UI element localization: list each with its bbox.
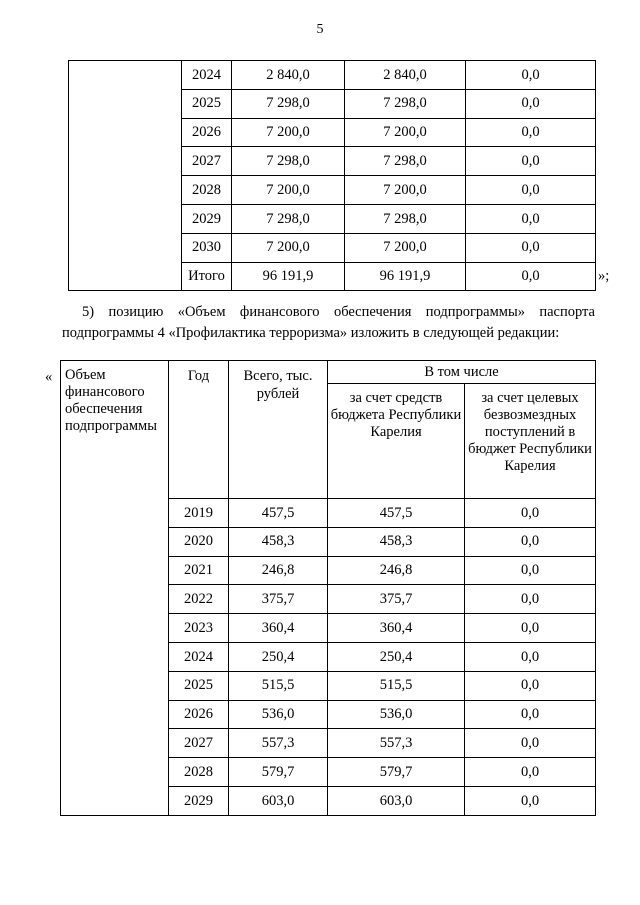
year-cell: 2024 (182, 61, 232, 90)
year-cell: Итого (182, 262, 232, 291)
total-cell: 457,5 (229, 499, 328, 528)
budget-cell: 579,7 (328, 758, 465, 787)
year-cell: 2027 (182, 147, 232, 176)
budget-cell: 457,5 (328, 499, 465, 528)
paragraph-line-2: подпрограммы 4 «Профилактика терроризма» изложить в следующей редакции: (62, 325, 560, 341)
budget-cell: 246,8 (328, 556, 465, 585)
total-cell: 536,0 (229, 700, 328, 729)
other-cell: 0,0 (465, 786, 596, 815)
year-cell: 2021 (169, 556, 229, 585)
year-cell: 2028 (169, 758, 229, 787)
other-cell: 0,0 (465, 700, 596, 729)
total-header: Всего, тыс. рублей (229, 361, 328, 499)
other-cell: 0,0 (465, 671, 596, 700)
total-cell: 7 200,0 (232, 118, 345, 147)
budget-cell: 7 200,0 (345, 176, 466, 205)
other-cell: 0,0 (466, 262, 596, 291)
other-cell: 0,0 (465, 585, 596, 614)
financing-table-continued (68, 60, 596, 291)
including-header: В том числе (328, 361, 596, 384)
total-cell: 96 191,9 (232, 262, 345, 291)
budget-cell: 7 298,0 (345, 147, 466, 176)
year-cell: 2029 (182, 204, 232, 233)
total-cell: 579,7 (229, 758, 328, 787)
other-cell: 0,0 (466, 89, 596, 118)
year-cell: 2023 (169, 614, 229, 643)
year-cell: 2022 (169, 585, 229, 614)
other-header: за счет целевых безвозмездных поступлений в бюджет Республики Карелия (465, 384, 596, 499)
year-cell: 2024 (169, 642, 229, 671)
other-cell: 0,0 (466, 233, 596, 262)
budget-cell: 536,0 (328, 700, 465, 729)
financing-label-cell: Объем финансового обеспечения подпрограммы (61, 361, 169, 816)
year-cell: 2027 (169, 729, 229, 758)
year-cell: 2029 (169, 786, 229, 815)
other-cell: 0,0 (465, 556, 596, 585)
other-cell: 0,0 (465, 614, 596, 643)
other-cell: 0,0 (465, 758, 596, 787)
budget-cell: 7 200,0 (345, 233, 466, 262)
opening-quote-mark: « (45, 369, 53, 385)
total-cell: 360,4 (229, 614, 328, 643)
other-cell: 0,0 (465, 642, 596, 671)
other-cell: 0,0 (466, 118, 596, 147)
budget-cell: 2 840,0 (345, 61, 466, 90)
table-header-row (61, 361, 596, 384)
budget-header: за счет средств бюджета Республики Карелия (328, 384, 465, 499)
budget-cell: 458,3 (328, 527, 465, 556)
year-cell: 2026 (169, 700, 229, 729)
other-cell: 0,0 (466, 204, 596, 233)
budget-cell: 360,4 (328, 614, 465, 643)
total-cell: 603,0 (229, 786, 328, 815)
total-cell: 375,7 (229, 585, 328, 614)
total-cell: 7 298,0 (232, 204, 345, 233)
other-cell: 0,0 (466, 147, 596, 176)
total-cell: 7 298,0 (232, 89, 345, 118)
closing-quote-mark: »; (598, 268, 610, 284)
budget-cell: 7 298,0 (345, 204, 466, 233)
year-cell: 2020 (169, 527, 229, 556)
year-cell: 2019 (169, 499, 229, 528)
year-header: Год (169, 361, 229, 499)
budget-cell: 250,4 (328, 642, 465, 671)
budget-cell: 7 298,0 (345, 89, 466, 118)
budget-cell: 603,0 (328, 786, 465, 815)
budget-cell: 557,3 (328, 729, 465, 758)
empty-label-cell (69, 61, 182, 291)
page-number: 5 (316, 22, 324, 37)
total-cell: 2 840,0 (232, 61, 345, 90)
other-cell: 0,0 (465, 499, 596, 528)
other-cell: 0,0 (465, 527, 596, 556)
other-cell: 0,0 (466, 176, 596, 205)
budget-cell: 515,5 (328, 671, 465, 700)
total-cell: 7 200,0 (232, 233, 345, 262)
other-cell: 0,0 (465, 729, 596, 758)
total-cell: 7 200,0 (232, 176, 345, 205)
total-cell: 246,8 (229, 556, 328, 585)
year-cell: 2025 (182, 89, 232, 118)
paragraph-line-1: 5) позицию «Объем финансового обеспечения подпрограммы» паспорта (82, 304, 595, 320)
budget-cell: 375,7 (328, 585, 465, 614)
financing-table-subprogram-4 (60, 360, 596, 816)
table-row (69, 61, 596, 90)
other-cell: 0,0 (466, 61, 596, 90)
budget-cell: 96 191,9 (345, 262, 466, 291)
total-cell: 7 298,0 (232, 147, 345, 176)
total-cell: 557,3 (229, 729, 328, 758)
total-cell: 458,3 (229, 527, 328, 556)
budget-cell: 7 200,0 (345, 118, 466, 147)
amendment-paragraph (62, 302, 595, 344)
year-cell: 2025 (169, 671, 229, 700)
year-cell: 2026 (182, 118, 232, 147)
total-cell: 250,4 (229, 642, 328, 671)
year-cell: 2028 (182, 176, 232, 205)
total-cell: 515,5 (229, 671, 328, 700)
year-cell: 2030 (182, 233, 232, 262)
